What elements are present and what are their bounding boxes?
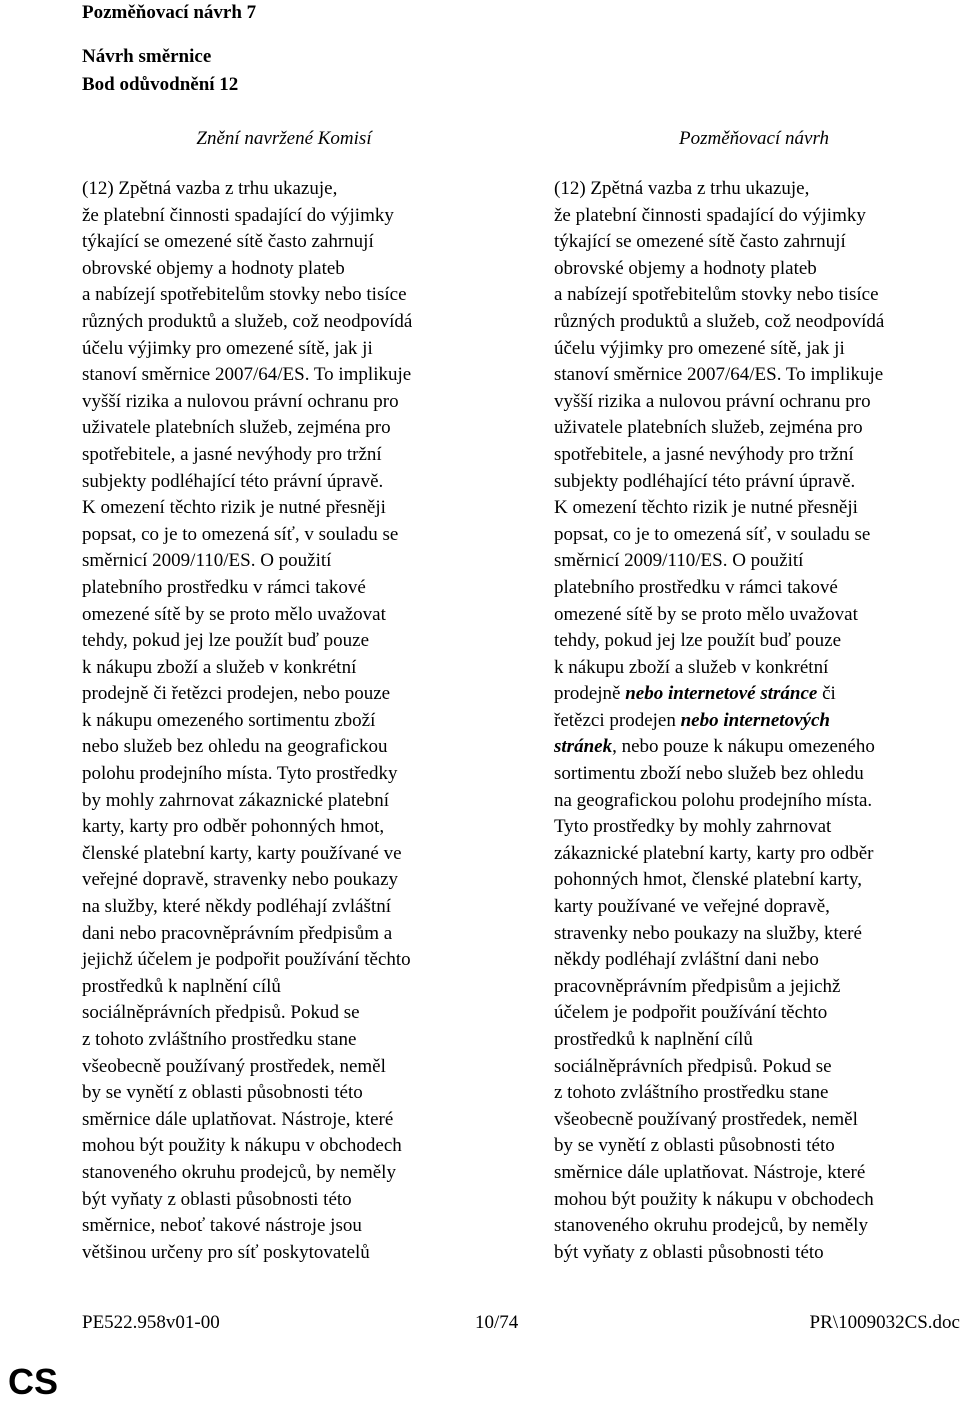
document-reference: PE522.958v01-00: [82, 1312, 220, 1333]
amendment-text-line: vyšší rizika a nulovou právní ochranu pro: [554, 390, 871, 412]
commission-text-line: jejichž účelem je podpořit používání těchto: [82, 949, 411, 971]
commission-text-line: popsat, co je to omezená síť, v souladu se: [82, 523, 399, 545]
amendment-text-line: K omezení těchto rizik je nutné přesněji: [554, 497, 858, 519]
amendment-text-line: řetězci prodejen nebo internetových: [554, 709, 830, 731]
amendment-text-column: [554, 176, 960, 1266]
amendment-text-line: sortimentu zboží nebo služeb bez ohledu: [554, 763, 864, 785]
commission-text-line: k nákupu zboží a služeb v konkrétní: [82, 656, 357, 678]
commission-text-line: směrnice dále uplatňovat. Nástroje, které: [82, 1108, 394, 1130]
amendment-text-line: směrnicí 2009/110/ES. O použití: [554, 550, 804, 572]
amendment-title: Pozměňovací návrh 7: [82, 2, 257, 23]
amendment-text-line: pohonných hmot, členské platební karty,: [554, 869, 862, 891]
commission-text-line: k nákupu omezeného sortimentu zboží: [82, 709, 376, 731]
page-number: 10/74: [475, 1312, 519, 1333]
commission-text-line: směrnice, neboť takové nástroje jsou: [82, 1215, 362, 1237]
commission-text-line: tehdy, pokud jej lze použít buď pouze: [82, 630, 370, 652]
commission-text-line: mohou být použity k nákupu v obchodech: [82, 1135, 402, 1157]
amendment-text-line: karty používané ve veřejné dopravě,: [554, 896, 830, 918]
amendment-text-line: by se vynětí z oblasti působnosti této: [554, 1135, 835, 1157]
commission-text-line: různých produktů a služeb, což neodpovídá: [82, 310, 413, 332]
proposal-type: Návrh směrnice: [82, 46, 212, 67]
amendment-text-line: všeobecně používaný prostředek, neměl: [554, 1108, 858, 1130]
commission-text-line: na služby, které někdy podléhají zvláštní: [82, 896, 392, 918]
commission-text-line: stanoví směrnice 2007/64/ES. To implikuje: [82, 364, 412, 386]
recital-reference: Bod odůvodnění 12: [82, 74, 239, 95]
commission-text-line: obrovské objemy a hodnoty plateb: [82, 257, 345, 279]
commission-text-line: by se vynětí z oblasti působnosti této: [82, 1082, 363, 1104]
commission-text-heading: Znění navržené Komisí: [196, 128, 372, 149]
amendment-text-line: být vyňaty z oblasti působnosti této: [554, 1241, 824, 1263]
commission-text-line: prostředků k naplnění cílů: [82, 975, 281, 997]
amendment-text-line: a nabízejí spotřebitelům stovky nebo tisíce: [554, 284, 879, 306]
amendment-text-line: popsat, co je to omezená síť, v souladu se: [554, 523, 871, 545]
commission-text-line: polohu prodejního místa. Tyto prostředky: [82, 763, 398, 785]
amendment-text-line: stanoveného okruhu prodejců, by neměly: [554, 1215, 868, 1237]
commission-text-line: uživatele platebních služeb, zejména pro: [82, 417, 391, 439]
amendment-text-line: (12) Zpětná vazba z trhu ukazuje,: [554, 178, 810, 199]
commission-text-line: spotřebitele, a jasné nevýhody pro tržní: [82, 443, 382, 465]
language-code: CS: [8, 1361, 59, 1402]
commission-text-line: členské platební karty, karty používané ve: [82, 842, 402, 864]
amendment-text-heading: Pozměňovací návrh: [678, 128, 830, 149]
inserted-text: nebo internetové stránce: [625, 683, 818, 705]
amendment-text-line: prostředků k naplnění cílů: [554, 1029, 753, 1050]
amendment-text-line: mohou být použity k nákupu v obchodech: [554, 1188, 874, 1210]
amendment-text-line: zákaznické platební karty, karty pro odběr: [554, 842, 874, 864]
amendment-text-line: uživatele platebních služeb, zejména pro: [554, 417, 863, 439]
amendment-text-line: subjekty podléhající této právní úpravě.: [554, 470, 856, 492]
amendment-text-line: účelem je podpořit používání těchto: [554, 1002, 828, 1024]
commission-text-line: subjekty podléhající této právní úpravě.: [82, 470, 384, 492]
amendment-text-line: pracovněprávním předpisům a jejichž: [554, 975, 841, 997]
file-name: PR\1009032CS.doc: [809, 1312, 960, 1333]
amendment-text-line: účelu výjimky pro omezené sítě, jak ji: [554, 337, 845, 359]
commission-text-line: účelu výjimky pro omezené sítě, jak ji: [82, 337, 373, 359]
amendment-text-line: [554, 734, 960, 761]
amendment-text-fragment: či: [817, 683, 836, 705]
amendment-text-line: obrovské objemy a hodnoty plateb: [554, 257, 817, 279]
inserted-text: stránek: [554, 736, 613, 758]
commission-text-line: (12) Zpětná vazba z trhu ukazuje,: [82, 178, 338, 199]
amendment-text-line: že platební činnosti spadající do výjimky: [554, 204, 866, 226]
commission-text-line: většinou určeny pro síť poskytovatelů: [82, 1241, 370, 1263]
commission-text-line: platebního prostředku v rámci takové: [82, 576, 366, 598]
amendment-text-line: různých produktů a služeb, což neodpovídá: [554, 310, 885, 332]
commission-text-line: K omezení těchto rizik je nutné přesněji: [82, 497, 386, 519]
commission-text-line: a nabízejí spotřebitelům stovky nebo tisíce: [82, 284, 407, 306]
commission-text-line: nebo služeb bez ohledu na geografickou: [82, 736, 388, 758]
commission-text-line: omezené sítě by se proto mělo uvažovat: [82, 603, 386, 625]
amendment-text-line: platebního prostředku v rámci takové: [554, 576, 838, 598]
amendment-text-fragment: , nebo pouze k nákupu omezeného: [612, 736, 875, 758]
commission-text-line: prodejně či řetězci prodejen, nebo pouze: [82, 683, 391, 705]
commission-text-line: veřejné dopravě, stravenky nebo poukazy: [82, 869, 399, 891]
commission-text-line: vyšší rizika a nulovou právní ochranu pro: [82, 390, 399, 412]
amendment-text-line: k nákupu zboží a služeb v konkrétní: [554, 656, 829, 678]
amendment-text-line: prodejně nebo internetové stránce či: [554, 683, 836, 705]
commission-text-line: z tohoto zvláštního prostředku stane: [82, 1029, 357, 1050]
amendment-text-line: stravenky nebo poukazy na služby, které: [554, 922, 862, 944]
commission-text-column: [82, 176, 492, 1266]
amendment-text-line: omezené sítě by se proto mělo uvažovat: [554, 603, 858, 625]
amendment-text-line: z tohoto zvláštního prostředku stane: [554, 1082, 829, 1104]
amendment-text-line: stanoví směrnice 2007/64/ES. To implikuje: [554, 364, 884, 386]
amendment-text-line: někdy podléhají zvláštní dani nebo: [554, 949, 819, 971]
commission-text-line: stanoveného okruhu prodejců, by neměly: [82, 1161, 396, 1183]
commission-text-line: sociálněprávních předpisů. Pokud se: [82, 1002, 360, 1024]
commission-text-line: všeobecně používaný prostředek, neměl: [82, 1055, 386, 1077]
commission-text-line: karty, karty pro odběr pohonných hmot,: [82, 816, 385, 838]
amendment-text-line: tehdy, pokud jej lze použít buď pouze: [554, 630, 842, 652]
amendment-text-line: Tyto prostředky by mohly zahrnovat: [554, 816, 832, 838]
commission-text-line: dani nebo pracovněprávním předpisům a: [82, 922, 393, 944]
amendment-text-line: týkající se omezené sítě často zahrnují: [554, 231, 846, 253]
commission-text-line: že platební činnosti spadající do výjimky: [82, 204, 394, 226]
commission-text-line: směrnicí 2009/110/ES. O použití: [82, 550, 332, 572]
amendment-text-line: směrnice dále uplatňovat. Nástroje, které: [554, 1161, 866, 1183]
commission-text-line: by mohly zahrnovat zákaznické platební: [82, 789, 390, 811]
amendment-text-line: sociálněprávních předpisů. Pokud se: [554, 1055, 832, 1077]
amendment-text-line: spotřebitele, a jasné nevýhody pro tržní: [554, 443, 854, 465]
commission-text-line: týkající se omezené sítě často zahrnují: [82, 231, 374, 253]
commission-text-line: být vyňaty z oblasti působnosti této: [82, 1188, 352, 1210]
inserted-text: nebo internetových: [680, 709, 830, 731]
amendment-text-line: na geografickou polohu prodejního místa.: [554, 789, 873, 811]
